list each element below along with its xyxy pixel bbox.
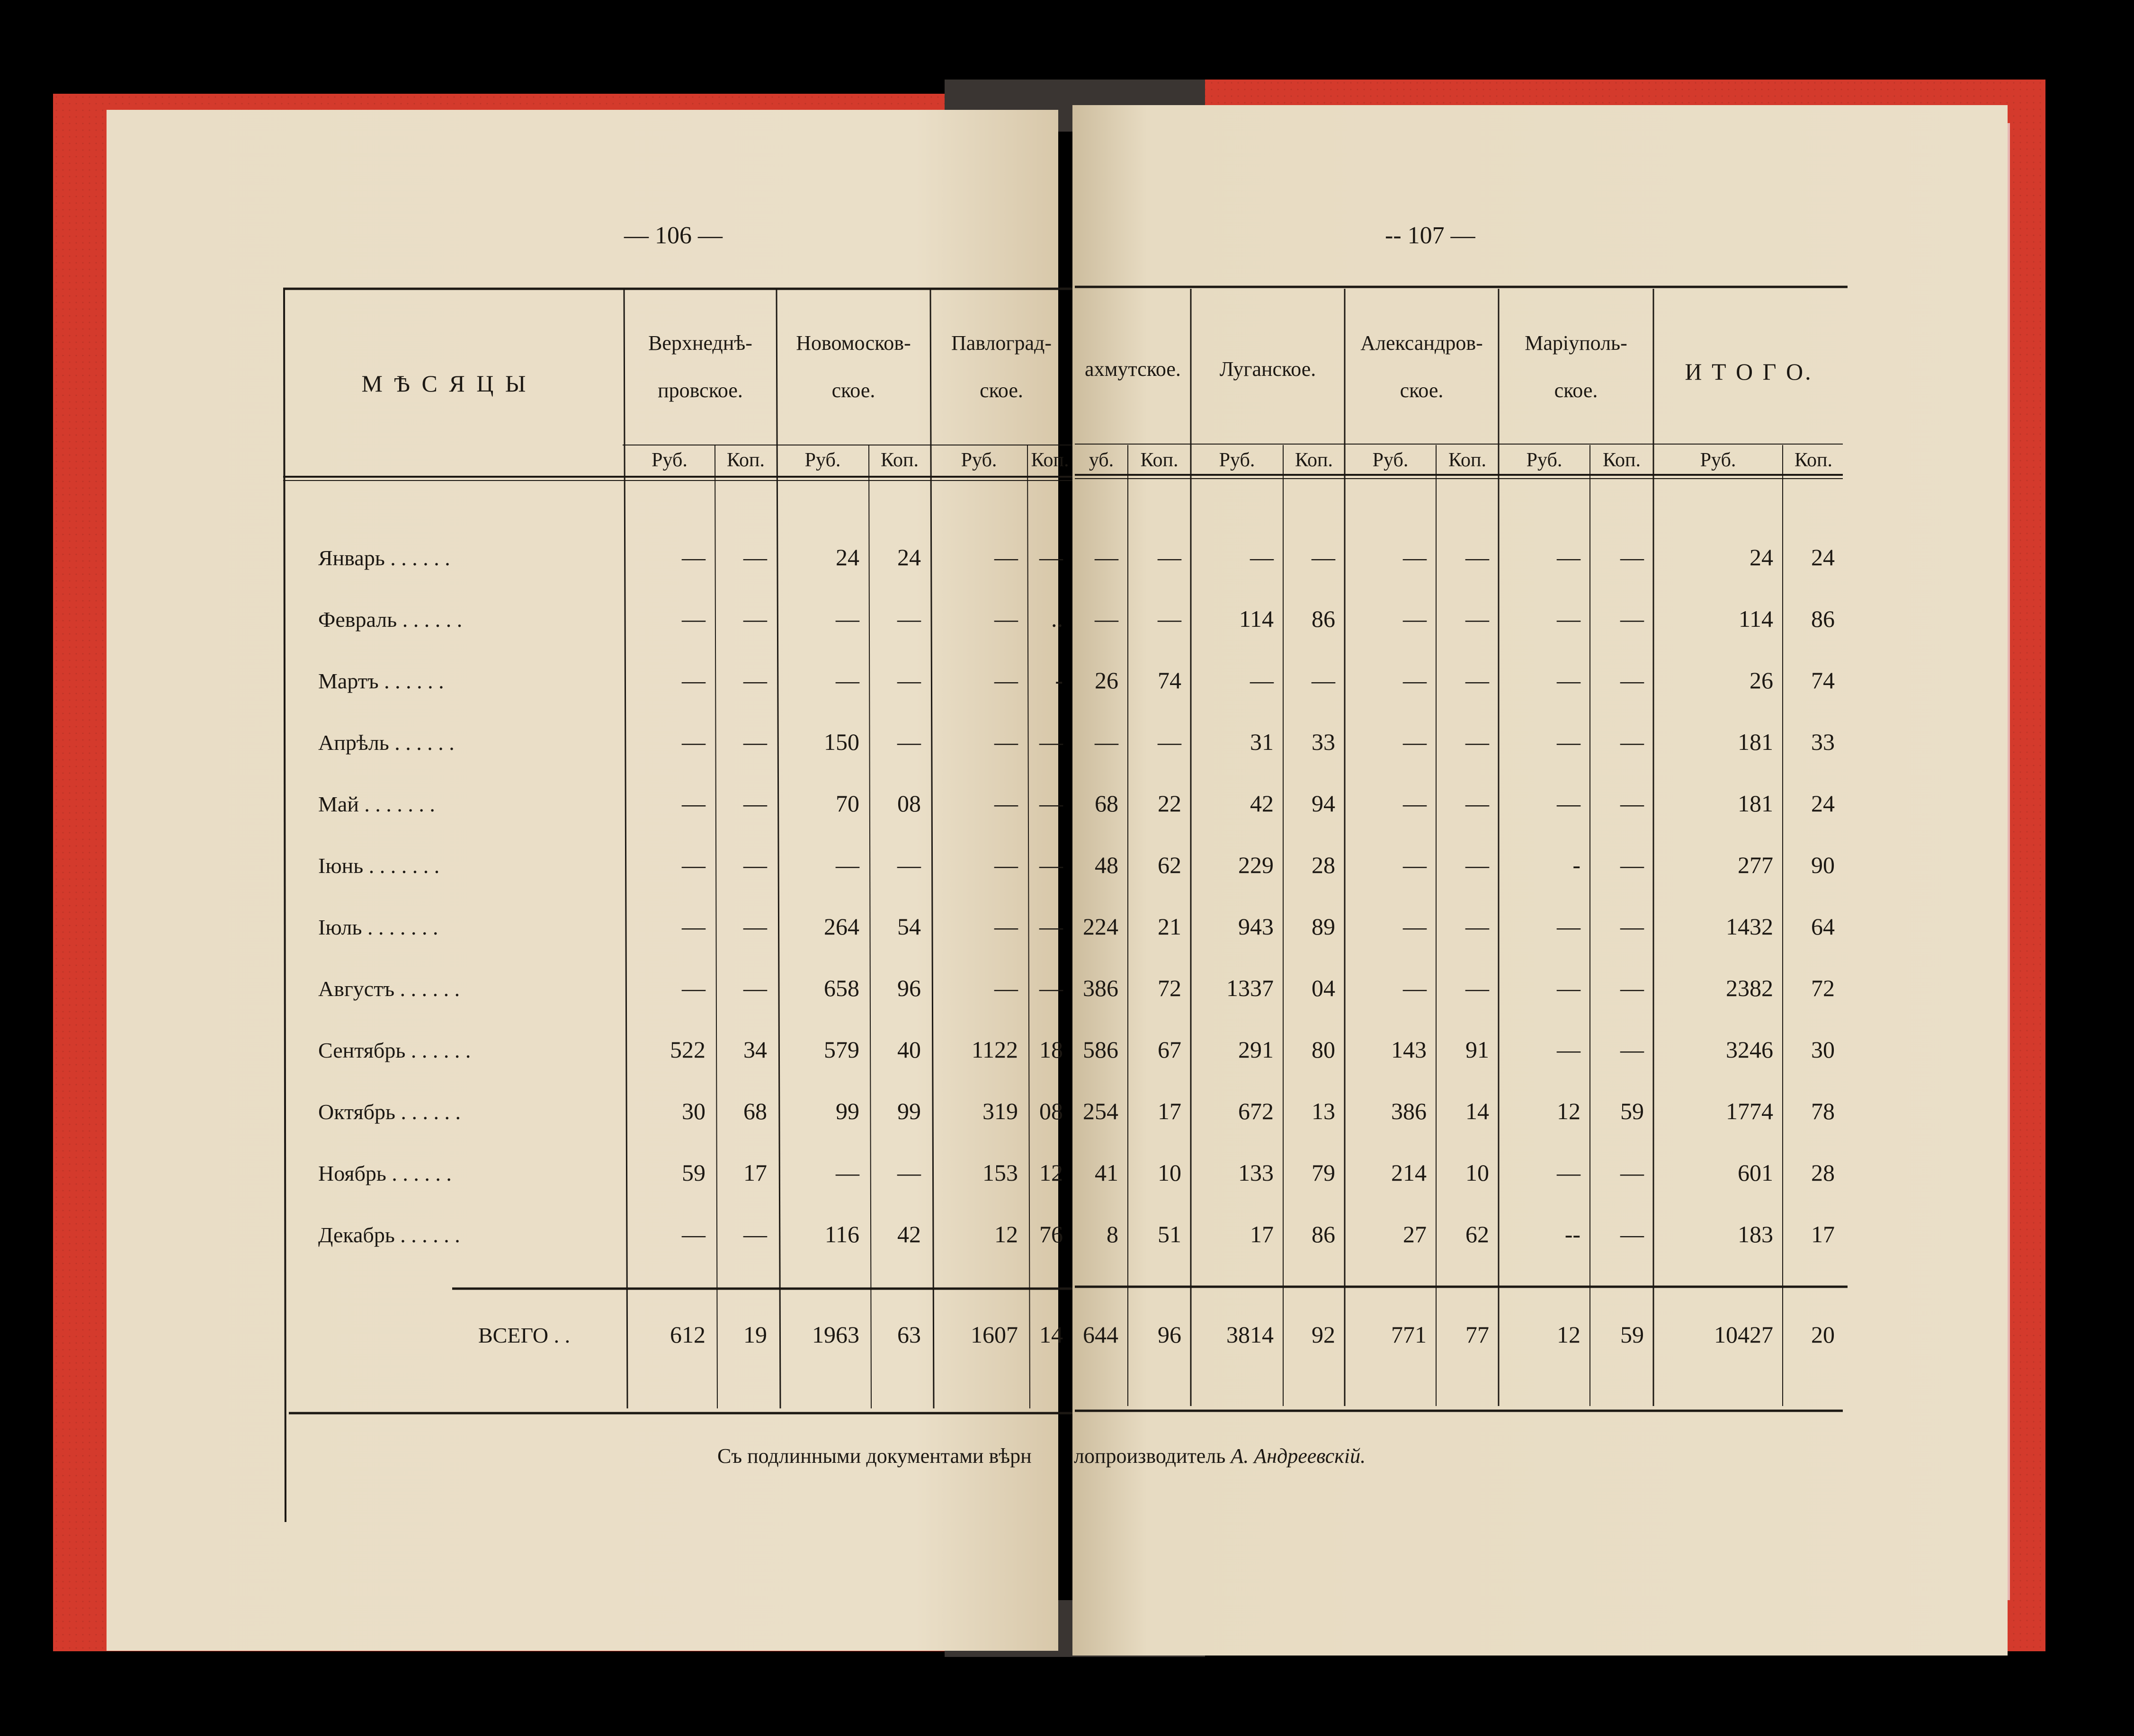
table-row-cell: 72 — [1811, 975, 1835, 1001]
table-row-cell: 579 — [824, 1036, 859, 1063]
table-row-cell: — — [682, 790, 705, 817]
table-row-cell: 08 — [897, 790, 921, 817]
table-row-cell: — — [1465, 913, 1489, 940]
header-col-line1: Луганское. — [1219, 357, 1316, 381]
table-row-cell: 33 — [1312, 729, 1335, 755]
table-row-cell: 17 — [1158, 1098, 1181, 1124]
table-row-cell: — — [1465, 544, 1489, 570]
month-label: Ноябрь . . . . . . — [318, 1161, 452, 1185]
subheader-rub: Руб. — [1526, 449, 1563, 471]
header-col-6 — [1499, 327, 1653, 408]
footer-name: А. Андреевскій. — [1231, 1444, 1366, 1468]
table-row-cell: — — [897, 729, 921, 755]
table-row-cell: 12 — [1039, 1159, 1063, 1186]
table-row-cell: — — [1039, 913, 1063, 940]
table-row-cell: 30 — [1811, 1036, 1835, 1063]
total-row-cell: 1963 — [812, 1321, 859, 1348]
table-row-cell: — — [743, 667, 767, 694]
total-row-cell: 612 — [670, 1321, 705, 1348]
table-row-cell: 67 — [1158, 1036, 1181, 1063]
table-row-cell: 33 — [1811, 729, 1835, 755]
table-row-cell: 601 — [1738, 1159, 1773, 1186]
table-row-cell: 72 — [1158, 975, 1181, 1001]
table-row-cell: - — [1055, 667, 1063, 694]
table-row-cell: 658 — [824, 975, 859, 1001]
table-row-cell: 13 — [1312, 1098, 1335, 1124]
table-row-cell: 1774 — [1726, 1098, 1773, 1124]
subheader-kop: Коп. — [1603, 449, 1641, 471]
table-row-cell: 99 — [897, 1098, 921, 1124]
month-label: Январь . . . . . . — [318, 546, 450, 570]
month-label: Май . . . . . . . — [318, 792, 435, 816]
table-row-cell: — — [682, 729, 705, 755]
table-row-cell: — — [1158, 729, 1181, 755]
table-row-cell: 68 — [743, 1098, 767, 1124]
table-row-cell: 386 — [1083, 975, 1118, 1001]
table-row-cell: — — [1312, 544, 1335, 570]
table-row-cell: — — [994, 544, 1018, 570]
table-row-cell: 24 — [1750, 544, 1773, 570]
table-row-cell: 224 — [1083, 913, 1118, 940]
table-row-cell: 04 — [1312, 975, 1335, 1001]
table-row-cell: 1337 — [1226, 975, 1274, 1001]
table-row-cell: — — [1465, 729, 1489, 755]
subheader-kop: Коп. — [727, 449, 765, 471]
table-row-cell: 1122 — [971, 1036, 1018, 1063]
header-col-line2: ское. — [980, 379, 1023, 402]
header-col-7 — [1653, 353, 1844, 391]
table-row-cell: — — [1620, 729, 1644, 755]
table-row-cell: — — [994, 852, 1018, 878]
table-row-cell: 28 — [1811, 1159, 1835, 1186]
month-label: Октябрь . . . . . . — [318, 1100, 461, 1124]
table-row-cell: — — [1039, 852, 1063, 878]
header-col-5 — [1345, 327, 1499, 408]
table-row-cell: 62 — [1158, 852, 1181, 878]
table-row-cell: — — [1158, 544, 1181, 570]
table-row-cell: — — [1557, 1159, 1580, 1186]
month-label: Августъ . . . . . . — [318, 977, 460, 1001]
total-row-cell: 20 — [1811, 1321, 1835, 1348]
table-row-cell: 42 — [897, 1221, 921, 1247]
table-row-cell: 99 — [836, 1098, 859, 1124]
table-row-cell: — — [994, 667, 1018, 694]
header-col-line1: Павлоград- — [951, 331, 1052, 355]
table-row-cell: — — [1403, 544, 1427, 570]
subheader-kop: Коп. — [1295, 449, 1333, 471]
table-row-cell: — — [1620, 790, 1644, 817]
table-row-cell: 86 — [1811, 605, 1835, 632]
table-row-cell: 1432 — [1726, 913, 1773, 940]
table-row-cell: 79 — [1312, 1159, 1335, 1186]
table-row-cell: — — [743, 790, 767, 817]
table-row-cell: 183 — [1738, 1221, 1773, 1247]
table-row-cell: — — [897, 852, 921, 878]
table-row-cell: — — [1620, 1221, 1644, 1247]
table-row-cell: 40 — [897, 1036, 921, 1063]
table-row-cell: 133 — [1238, 1159, 1274, 1186]
subheader-rub: Руб. — [1219, 449, 1255, 471]
month-label: Февраль . . . . . . — [318, 607, 463, 632]
subheader-rub: уб. — [1089, 449, 1114, 471]
table-row-cell: .. — [1051, 605, 1063, 632]
table-row-cell: — — [1557, 605, 1580, 632]
table-row-cell: 42 — [1250, 790, 1274, 817]
table-row-cell: 51 — [1158, 1221, 1181, 1247]
table-row-cell: 22 — [1158, 790, 1181, 817]
total-row-cell: 59 — [1620, 1321, 1644, 1348]
total-label: ВСЕГО . . — [478, 1323, 571, 1347]
table-row-cell: — — [743, 544, 767, 570]
footer-left-text: Съ подлинными документами вѣрн — [717, 1444, 1032, 1468]
table-row-cell: — — [1250, 667, 1274, 694]
table-row-cell: — — [682, 544, 705, 570]
table-row-cell: 24 — [1811, 544, 1835, 570]
table-row-cell: — — [682, 913, 705, 940]
table-row-cell: — — [836, 605, 859, 632]
month-label: Іюль . . . . . . . — [318, 915, 438, 939]
header-col-1 — [777, 327, 930, 408]
table-row-cell: 27 — [1403, 1221, 1427, 1247]
table-row-cell: 90 — [1811, 852, 1835, 878]
table-row-cell: 24 — [1811, 790, 1835, 817]
table-row-cell: 12 — [994, 1221, 1018, 1247]
table-row-cell: 229 — [1238, 852, 1274, 878]
header-months: М Ѣ С Я Ц Ы — [361, 370, 529, 397]
table-row-cell: — — [1620, 605, 1644, 632]
table-row-cell: — — [1039, 790, 1063, 817]
table-row-cell: 24 — [897, 544, 921, 570]
table-row-cell: 28 — [1312, 852, 1335, 878]
table-row-cell: — — [1403, 852, 1427, 878]
table-row-cell: 586 — [1083, 1036, 1118, 1063]
table-row-cell: — — [1557, 729, 1580, 755]
table-row-cell: 26 — [1750, 667, 1773, 694]
footer-certification — [717, 1444, 1032, 1468]
table-row-cell: — — [1557, 544, 1580, 570]
header-col-3 — [1075, 353, 1191, 386]
subheader-kop: Коп. — [1031, 449, 1069, 471]
table-row-cell: — — [897, 605, 921, 632]
table-row-cell: — — [994, 605, 1018, 632]
table-row-cell: — — [1403, 913, 1427, 940]
table-row-cell: 943 — [1238, 913, 1274, 940]
header-col-0 — [624, 327, 777, 408]
total-row-cell: 771 — [1391, 1321, 1427, 1348]
total-row-cell: 92 — [1312, 1321, 1335, 1348]
table-row-cell: 17 — [1811, 1221, 1835, 1247]
table-row-cell: — — [897, 1159, 921, 1186]
table-row-cell: 18 — [1039, 1036, 1063, 1063]
table-row-cell: 74 — [1811, 667, 1835, 694]
table-row-cell: — — [1465, 975, 1489, 1001]
page-number-left: — 106 — — [624, 222, 723, 249]
table-row-cell: — — [1557, 913, 1580, 940]
footer-role: лопроизводитель — [1074, 1444, 1226, 1468]
table-row-cell: 30 — [682, 1098, 705, 1124]
table-row-cell: 70 — [836, 790, 859, 817]
table-row-cell: — — [682, 975, 705, 1001]
table-row-cell: — — [1620, 1159, 1644, 1186]
table-row-cell: 150 — [824, 729, 859, 755]
table-row-cell: 94 — [1312, 790, 1335, 817]
table-row-cell: 181 — [1738, 729, 1773, 755]
table-row-cell: — — [1095, 544, 1118, 570]
table-row-cell: 91 — [1465, 1036, 1489, 1063]
table-row-cell: 54 — [897, 913, 921, 940]
subheader-rub: Руб. — [804, 449, 841, 471]
table-row-cell: 80 — [1312, 1036, 1335, 1063]
total-row-cell: 19 — [743, 1321, 767, 1348]
table-row-cell: — — [1095, 605, 1118, 632]
header-col-line1: Маріуполь- — [1525, 331, 1627, 355]
total-row-cell: 63 — [897, 1321, 921, 1348]
table-row-cell: — — [994, 913, 1018, 940]
table-row-cell: — — [1557, 975, 1580, 1001]
table-row-cell: 277 — [1738, 852, 1773, 878]
table-row-cell: 48 — [1095, 852, 1118, 878]
subheader-rub: Руб. — [1700, 449, 1736, 471]
footer-signature — [1074, 1444, 1366, 1468]
table-row-cell: — — [1403, 790, 1427, 817]
table-row-cell: 116 — [824, 1221, 859, 1247]
table-row-cell: — — [1039, 729, 1063, 755]
table-row-cell: 41 — [1095, 1159, 1118, 1186]
header-col-line1: Александров- — [1360, 331, 1483, 355]
table-row-cell: — — [1403, 729, 1427, 755]
header-col-line2: ское. — [831, 379, 875, 402]
table-row-cell: 153 — [982, 1159, 1018, 1186]
table-row-cell: 254 — [1083, 1098, 1118, 1124]
header-col-4 — [1191, 353, 1345, 386]
month-label: Мартъ . . . . . . — [318, 669, 444, 693]
table-row-cell: 59 — [1620, 1098, 1644, 1124]
table-row-cell: 86 — [1312, 605, 1335, 632]
table-row-cell: — — [1465, 605, 1489, 632]
table-row-cell: — — [1620, 544, 1644, 570]
table-row-cell: 214 — [1391, 1159, 1427, 1186]
table-row-cell: — — [994, 790, 1018, 817]
table-row-cell: 3246 — [1726, 1036, 1773, 1063]
table-row-cell: — — [1403, 605, 1427, 632]
subheader-rub: Руб. — [961, 449, 997, 471]
table-row-cell: — — [743, 1221, 767, 1247]
table-row-cell: 319 — [982, 1098, 1018, 1124]
table-row-cell: 522 — [670, 1036, 705, 1063]
table-row-cell: — — [743, 975, 767, 1001]
table-row-cell: — — [1620, 975, 1644, 1001]
table-row-cell: — — [1039, 544, 1063, 570]
table-row-cell: 21 — [1158, 913, 1181, 940]
month-label: Апрѣль . . . . . . — [318, 730, 455, 755]
table-row-cell: — — [836, 1159, 859, 1186]
table-row-cell: 12 — [1557, 1098, 1580, 1124]
table-row-cell: 672 — [1238, 1098, 1274, 1124]
table-row-cell: — — [1250, 544, 1274, 570]
subheader-rub: Руб. — [652, 449, 688, 471]
table-row-cell: 86 — [1312, 1221, 1335, 1247]
table-row-cell: 78 — [1811, 1098, 1835, 1124]
table-row-cell: — — [743, 913, 767, 940]
table-row-cell: 76 — [1039, 1221, 1063, 1247]
table-row-cell: 386 — [1391, 1098, 1427, 1124]
table-row-cell: 59 — [682, 1159, 705, 1186]
table-row-cell: 17 — [1250, 1221, 1274, 1247]
table-row-cell: 14 — [1465, 1098, 1489, 1124]
table-row-cell: 181 — [1738, 790, 1773, 817]
total-row-cell: 96 — [1158, 1321, 1181, 1348]
table-row-cell: — — [743, 852, 767, 878]
table-row-cell: 64 — [1811, 913, 1835, 940]
subheader-kop: Коп. — [1448, 449, 1486, 471]
table-row-cell: - — [1572, 852, 1580, 878]
table-row-cell: — — [1095, 729, 1118, 755]
table-row-cell: 31 — [1250, 729, 1274, 755]
table-row-cell: — — [994, 975, 1018, 1001]
header-col-line2: ское. — [1400, 379, 1444, 402]
total-row-cell: 10427 — [1714, 1321, 1773, 1348]
table-row-cell: 89 — [1312, 913, 1335, 940]
table-row-cell: -- — [1564, 1221, 1580, 1247]
header-col-line1: Верхнеднѣ- — [648, 331, 752, 355]
table-row-cell: — — [682, 667, 705, 694]
header-col-line2: провское. — [658, 379, 743, 402]
table-row-cell: 68 — [1095, 790, 1118, 817]
table-row-cell: — — [836, 667, 859, 694]
table-row-cell: — — [1158, 605, 1181, 632]
total-row-cell: 3814 — [1226, 1321, 1274, 1348]
table-row-cell: 2382 — [1726, 975, 1773, 1001]
table-row-cell: 08 — [1039, 1098, 1063, 1124]
table-row-cell: 74 — [1158, 667, 1181, 694]
table-row-cell: — — [897, 667, 921, 694]
table-row-cell: — — [1465, 852, 1489, 878]
table-row-cell: 26 — [1095, 667, 1118, 694]
table-row-cell: 114 — [1239, 605, 1274, 632]
table-row-cell: — — [1403, 667, 1427, 694]
table-row-cell: — — [836, 852, 859, 878]
total-row-cell: 1607 — [971, 1321, 1018, 1348]
table-row-cell: 17 — [743, 1159, 767, 1186]
table-row-cell: — — [682, 1221, 705, 1247]
table-row-cell: — — [1557, 790, 1580, 817]
table-row-cell: 62 — [1465, 1221, 1489, 1247]
table-row-cell: — — [1465, 790, 1489, 817]
table-row-cell: — — [743, 729, 767, 755]
subheader-kop: Коп. — [1795, 449, 1832, 471]
header-col-line1: Новомосков- — [796, 331, 911, 355]
total-row-cell: 644 — [1083, 1321, 1118, 1348]
table-row-cell: — — [1039, 975, 1063, 1001]
table-row-cell: — — [1620, 667, 1644, 694]
table-row-cell: — — [1620, 1036, 1644, 1063]
table-row-cell: — — [1620, 852, 1644, 878]
month-label: Іюнь . . . . . . . — [318, 854, 440, 878]
table-row-cell: — — [743, 605, 767, 632]
subheader-kop: Коп. — [881, 449, 919, 471]
table-row-cell: — — [1465, 667, 1489, 694]
table-row-cell: — — [1557, 667, 1580, 694]
table-row-cell: — — [1312, 667, 1335, 694]
table-row-cell: — — [682, 852, 705, 878]
table-row-cell: — — [994, 729, 1018, 755]
table-row-cell: 24 — [836, 544, 859, 570]
table-row-cell: 34 — [743, 1036, 767, 1063]
table-row-cell: — — [682, 605, 705, 632]
month-label: Сентябрь . . . . . . — [318, 1038, 471, 1062]
header-col-line1: ахмутское. — [1085, 357, 1181, 381]
total-row-cell: 14 — [1039, 1321, 1063, 1348]
table-row-cell: 143 — [1391, 1036, 1427, 1063]
table-row-cell: 114 — [1738, 605, 1773, 632]
header-col-line1: И Т О Г О. — [1685, 358, 1813, 385]
table-row-cell: 8 — [1107, 1221, 1118, 1247]
table-row-cell: — — [1403, 975, 1427, 1001]
subheader-rub: Руб. — [1372, 449, 1409, 471]
header-col-2 — [930, 327, 1072, 408]
page-number-right: -- 107 — — [1385, 222, 1475, 249]
header-col-line2: ское. — [1554, 379, 1598, 402]
total-row-cell: 77 — [1465, 1321, 1489, 1348]
table-row-cell: 96 — [897, 975, 921, 1001]
month-label: Декабрь . . . . . . — [318, 1223, 460, 1247]
table-row-cell: 10 — [1465, 1159, 1489, 1186]
total-row-cell: 12 — [1557, 1321, 1580, 1348]
table-row-cell: 264 — [824, 913, 859, 940]
subheader-kop: Коп. — [1140, 449, 1179, 471]
table-row-cell: — — [1620, 913, 1644, 940]
table-row-cell: — — [1557, 1036, 1580, 1063]
table-row-cell: 10 — [1158, 1159, 1181, 1186]
table-row-cell: 291 — [1238, 1036, 1274, 1063]
